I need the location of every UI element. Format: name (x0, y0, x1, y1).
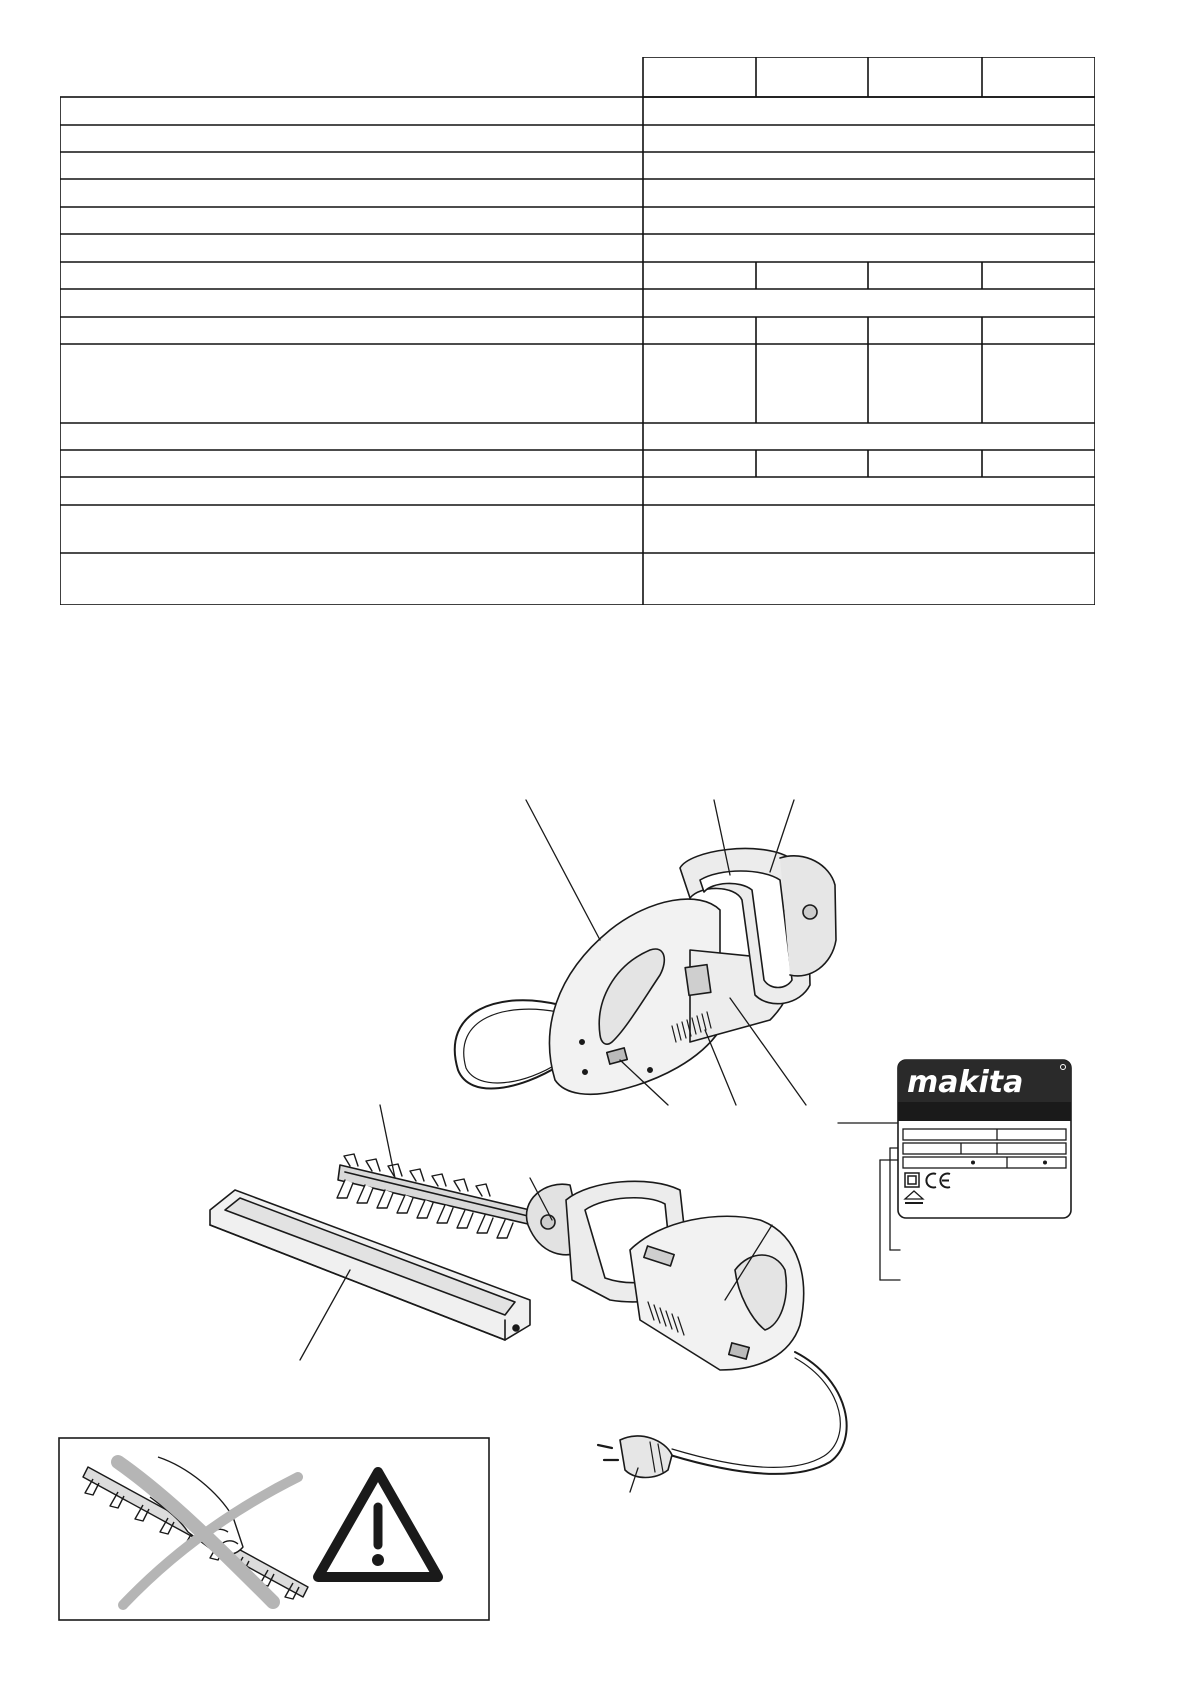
makita-logo: makita (907, 1065, 1024, 1100)
header-row (643, 57, 1095, 97)
hedge-trimmer-top (455, 849, 836, 1095)
rating-plate (897, 1059, 1072, 1219)
warning-box-svg (58, 1437, 490, 1621)
specification-table (60, 57, 1095, 605)
power-plug (598, 1436, 672, 1478)
warning-box (58, 1437, 490, 1621)
table-body (60, 97, 1095, 605)
rating-plate-svg (897, 1059, 1072, 1219)
specification-table-grid (60, 57, 1095, 605)
hedge-trimmer-bottom (337, 1154, 847, 1474)
